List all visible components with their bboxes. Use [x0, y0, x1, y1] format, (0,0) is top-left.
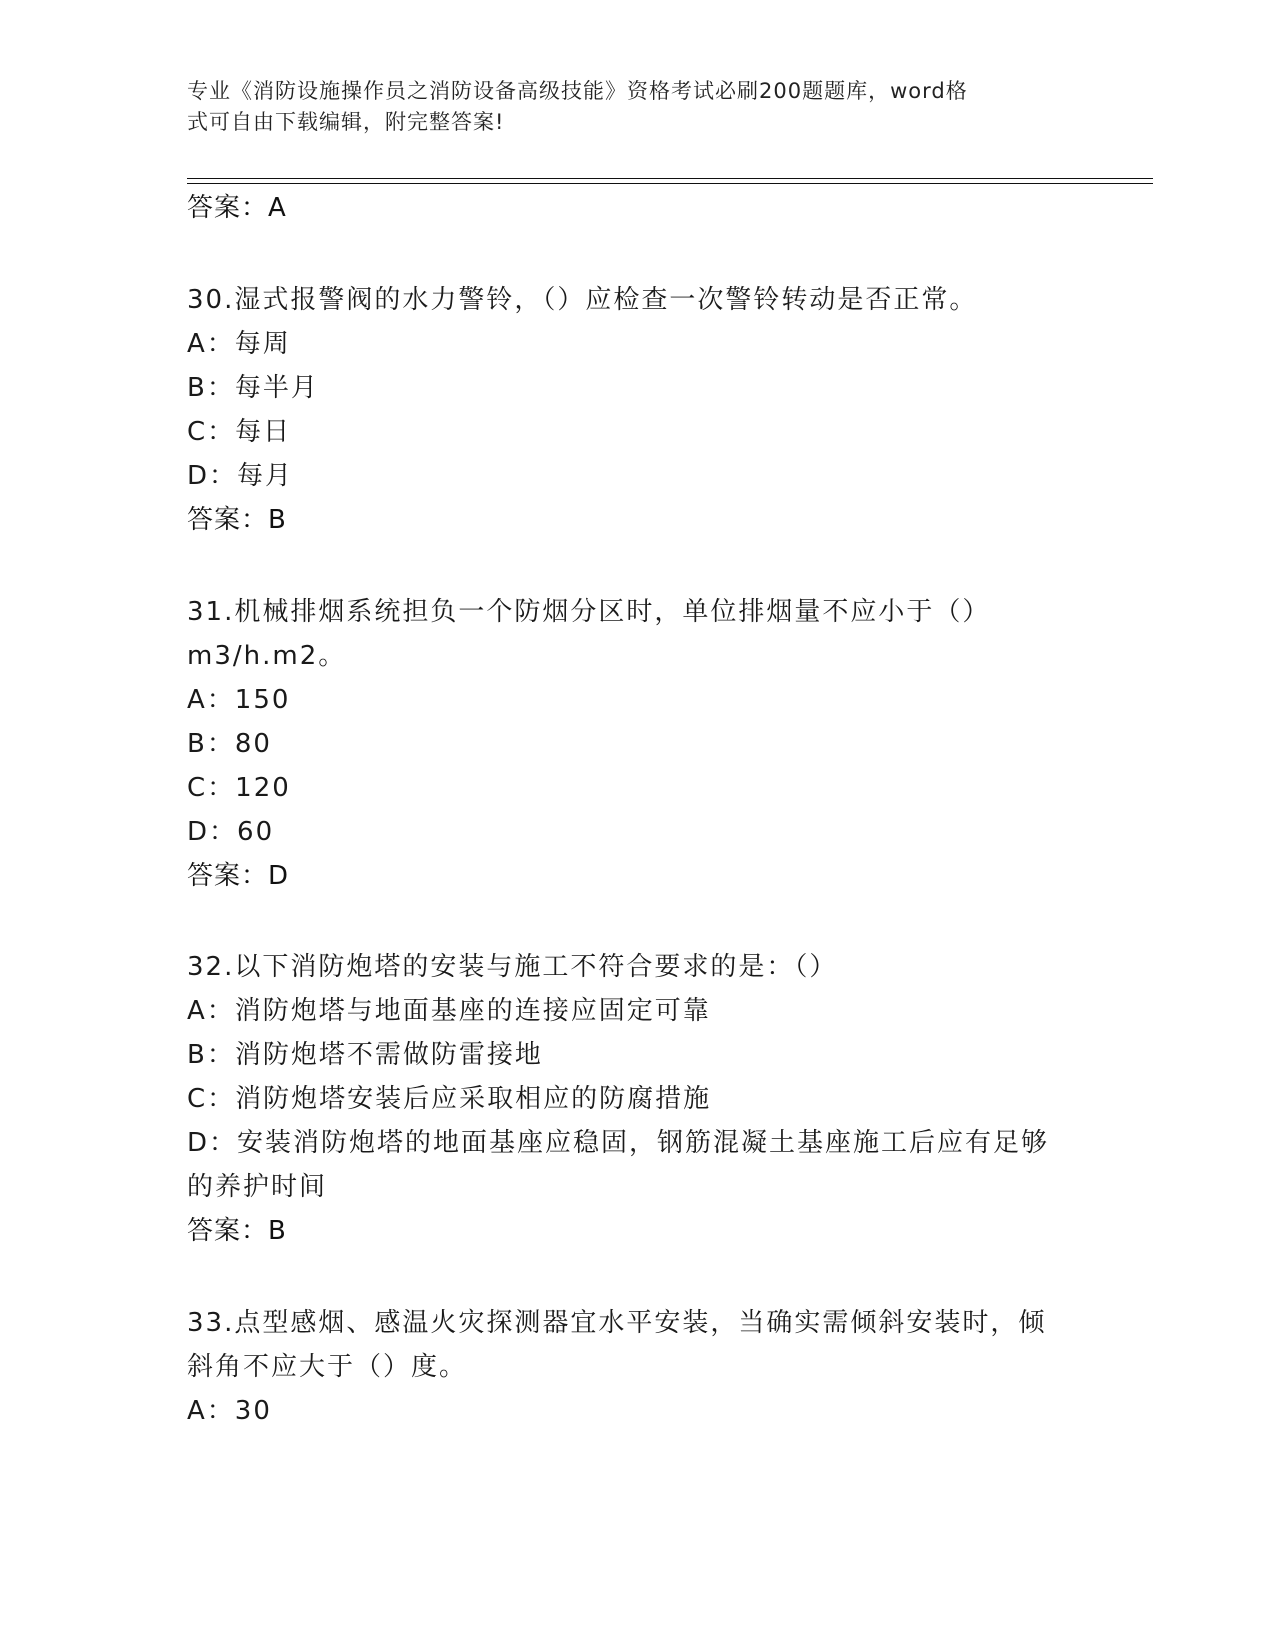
question-32-option-d: D：安装消防炮塔的地面基座应稳固，钢筋混凝土基座施工后应有足够 [187, 1128, 1050, 1158]
header-line-2: 式可自由下载编辑，附完整答案! [187, 110, 505, 134]
question-32-option-a: A：消防炮塔与地面基座的连接应固定可靠 [187, 996, 711, 1026]
question-31-answer: 答案：D [187, 861, 290, 891]
question-30-answer: 答案：B [187, 505, 287, 535]
question-31-option-d: D：60 [187, 817, 275, 847]
question-31-stem-line-2: m3/h.m2。 [187, 641, 347, 671]
question-32-option-d-continued: 的养护时间 [187, 1172, 328, 1202]
question-32-option-c: C：消防炮塔安装后应采取相应的防腐措施 [187, 1084, 712, 1114]
question-33-stem-line-2: 斜角不应大于（）度。 [187, 1352, 468, 1382]
question-30-stem: 30.湿式报警阀的水力警铃，（）应检查一次警铃转动是否正常。 [187, 285, 978, 315]
question-32-stem: 32.以下消防炮塔的安装与施工不符合要求的是：（） [187, 952, 838, 982]
question-31-option-a: A：150 [187, 685, 291, 715]
question-30-option-d: D：每月 [187, 461, 294, 491]
question-33-stem-line-1: 33.点型感烟、感温火灾探测器宜水平安装，当确实需倾斜安装时，倾 [187, 1308, 1047, 1338]
question-32-option-b: B：消防炮塔不需做防雷接地 [187, 1040, 543, 1070]
question-30-option-b: B：每半月 [187, 373, 319, 403]
question-31-option-b: B：80 [187, 729, 272, 759]
header-line-1: 专业《消防设施操作员之消防设备高级技能》资格考试必刷200题题库，word格 [187, 79, 968, 103]
header-divider-bottom [187, 183, 1153, 184]
previous-answer: 答案：A [187, 193, 287, 223]
document-header [187, 76, 1067, 138]
question-30-option-c: C：每日 [187, 417, 292, 447]
question-33-option-a: A：30 [187, 1396, 272, 1426]
header-divider-top [187, 178, 1153, 179]
question-31-option-c: C：120 [187, 773, 291, 803]
question-31-stem-line-1: 31.机械排烟系统担负一个防烟分区时，单位排烟量不应小于（） [187, 597, 991, 627]
question-32-answer: 答案：B [187, 1216, 287, 1246]
question-30-option-a: A：每周 [187, 329, 291, 359]
